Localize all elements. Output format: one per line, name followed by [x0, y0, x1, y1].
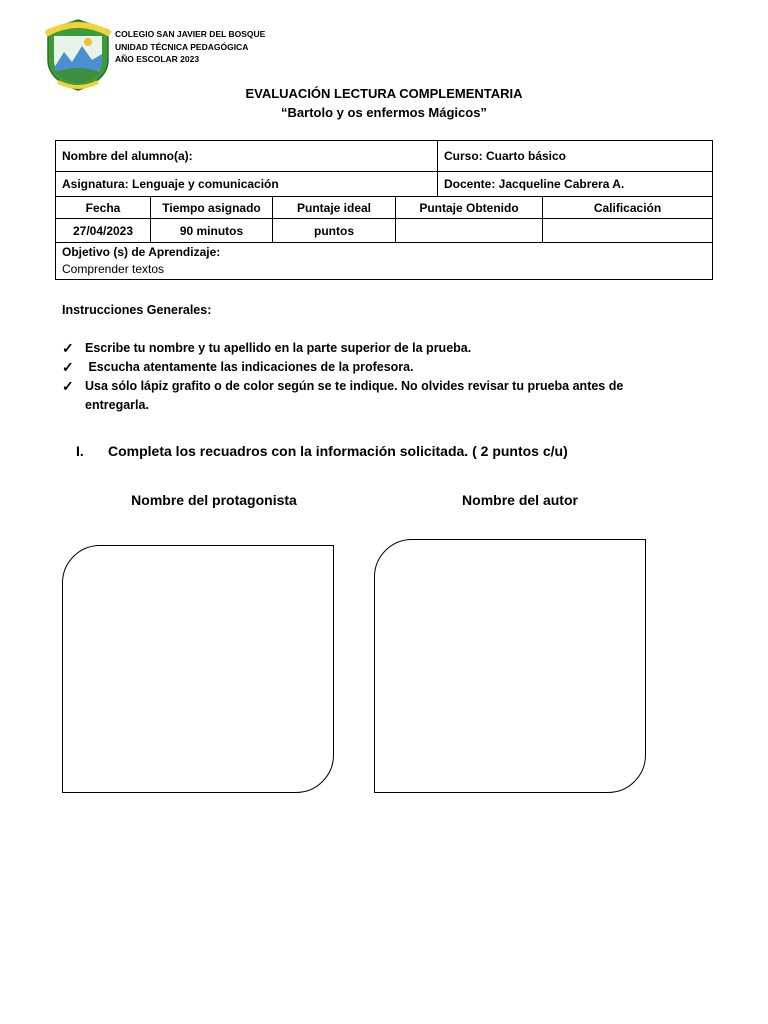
objective-text: Comprender textos	[62, 262, 165, 276]
exam-title: EVALUACIÓN LECTURA COMPLEMENTARIA	[245, 86, 523, 101]
school-name: COLEGIO SAN JAVIER DEL BOSQUE	[115, 29, 266, 39]
student-info-table	[55, 140, 713, 280]
date-header: Fecha	[56, 197, 151, 219]
subject-cell: Asignatura: Lenguaje y comunicación	[56, 172, 438, 197]
course-cell: Curso: Cuarto básico	[438, 141, 713, 172]
protagonist-answer-box[interactable]	[62, 545, 334, 793]
obtained-score-field[interactable]	[396, 219, 543, 243]
time-value: 90 minutos	[151, 219, 273, 243]
instruction-item	[62, 377, 672, 415]
author-answer-box[interactable]	[374, 539, 646, 793]
protagonist-label: Nombre del protagonista	[131, 492, 297, 508]
check-icon: ✓	[62, 340, 74, 356]
instructions-title: Instrucciones Generales:	[62, 303, 212, 317]
school-info	[115, 28, 265, 66]
school-year: AÑO ESCOLAR 2023	[115, 54, 200, 64]
teacher-cell: Docente: Jacqueline Cabrera A.	[438, 172, 713, 197]
objective-label: Objetivo (s) de Aprendizaje:	[62, 245, 221, 259]
grade-header: Calificación	[543, 197, 713, 219]
instruction-text: Escribe tu nombre y tu apellido en la parte superior de la prueba.	[85, 341, 472, 355]
grade-field[interactable]	[543, 219, 713, 243]
instruction-text: Usa sólo lápiz grafito o de color según se te indique. No olvides revisar tu prueba antes de entregarla.	[85, 379, 624, 412]
time-header: Tiempo asignado	[151, 197, 273, 219]
section-text: Completa los recuadros con la información solicitada. ( 2 puntos c/u)	[108, 443, 568, 459]
student-name-label: Nombre del alumno(a):	[62, 149, 193, 163]
section-heading	[76, 443, 568, 459]
ideal-score-value: puntos	[273, 219, 396, 243]
objective-cell	[56, 243, 713, 280]
school-logo	[42, 16, 114, 92]
obtained-score-header: Puntaje Obtenido	[396, 197, 543, 219]
student-name-field[interactable]	[56, 141, 438, 172]
instruction-text: Escucha atentamente las indicaciones de la profesora.	[85, 360, 414, 374]
school-unit: UNIDAD TÉCNICA PEDAGÓGICA	[115, 41, 249, 52]
instruction-item	[62, 358, 672, 377]
book-title: “Bartolo y os enfermos Mágicos”	[281, 105, 487, 120]
ideal-score-header: Puntaje ideal	[273, 197, 396, 219]
instruction-item	[62, 339, 672, 358]
check-icon: ✓	[62, 359, 74, 375]
date-value: 27/04/2023	[56, 219, 151, 243]
check-icon: ✓	[62, 378, 74, 394]
author-label: Nombre del autor	[462, 492, 578, 508]
instructions-list	[62, 339, 672, 415]
section-number: I.	[76, 443, 84, 459]
